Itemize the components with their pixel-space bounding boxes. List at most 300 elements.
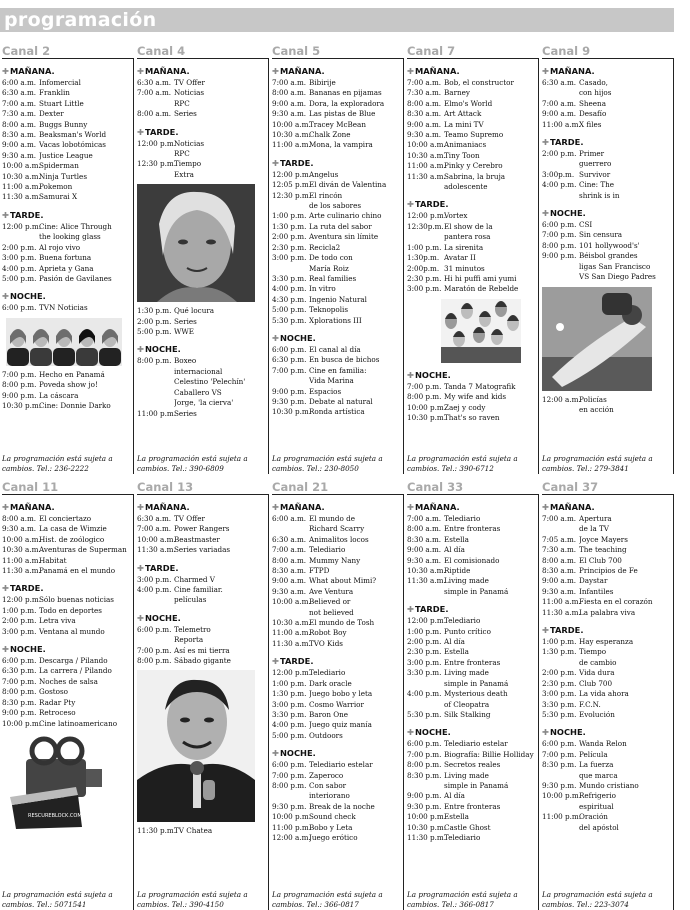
channel-name: Canal 13: [137, 480, 269, 495]
program-title-line: X files: [579, 119, 602, 129]
program-title: [174, 409, 265, 419]
program-title: [309, 130, 400, 140]
program-title-line: Sound check: [309, 812, 356, 822]
program-title: [309, 397, 400, 407]
program-title: [579, 120, 670, 130]
list-item: [542, 637, 670, 647]
list-item: [542, 608, 670, 618]
program-title-line: en acción: [579, 404, 614, 414]
program-title-line: Mundo cristiano: [579, 780, 639, 790]
program-title-line: Casado,: [579, 78, 608, 87]
program-time: 7:00 a.m.: [272, 545, 307, 555]
program-title: [444, 78, 535, 88]
program-time: 9:00 a.m.: [272, 98, 307, 108]
program-time: 6:30 a.m.: [542, 78, 577, 87]
program-title: [39, 161, 130, 171]
list-item: [407, 78, 535, 88]
list-item: [2, 627, 130, 637]
list-item: [407, 647, 535, 657]
program-title: [309, 180, 400, 190]
program-title: [174, 656, 265, 666]
list-item: [407, 99, 535, 109]
channel-name: Canal 4: [137, 44, 269, 59]
program-time: [137, 149, 174, 159]
list-item: [2, 708, 130, 718]
program-title-line: Mummy Nany: [309, 555, 361, 565]
program-time: 8:30 a.m.: [2, 130, 37, 140]
program-title: [309, 576, 400, 586]
program-title: [309, 823, 400, 833]
program-title-line: Entre fronteras: [444, 524, 501, 534]
program-time: 12:30 p.m.: [137, 159, 176, 169]
program-time: 2:00 p.m.: [272, 232, 307, 242]
program-time: 9:30 p.m.: [407, 801, 442, 811]
program-title-line: pantera rosa: [444, 232, 491, 242]
list-item: [2, 677, 130, 687]
channel-name: Canal 7: [407, 44, 539, 59]
program-title: [309, 700, 400, 710]
list-item: [137, 356, 265, 408]
program-title-line: Teamo Supremo: [444, 130, 504, 140]
program-time: 11:00 a.m.: [2, 555, 41, 565]
list-item: [2, 687, 130, 697]
list-item: [272, 397, 400, 407]
plus-bullet-icon: ✚: [137, 562, 144, 573]
program-title: [309, 566, 400, 576]
plus-bullet-icon: ✚: [407, 199, 414, 210]
program-title-line: El canal al día: [309, 344, 361, 354]
channel-footer-note: [407, 454, 536, 474]
program-title: [309, 284, 400, 294]
plus-bullet-icon: ✚: [2, 209, 9, 220]
program-title-line: Outdoors: [309, 730, 343, 740]
program-time: 12:00 p.m.: [2, 221, 41, 231]
program-title-line: La palabra viva: [579, 607, 636, 617]
list-item: [407, 161, 535, 171]
program-title-line: Cine: Donnie Darko: [39, 400, 111, 410]
program-title-line: Estella: [444, 647, 469, 657]
program-title-line: FTPD: [309, 566, 330, 576]
channel-name: Canal 2: [2, 44, 134, 59]
list-item: [272, 253, 400, 274]
program-time: 9:30 p.m.: [272, 801, 307, 811]
program-time: 11:00 a.m.: [407, 161, 446, 171]
program-title-line: Cine: The: [579, 180, 615, 190]
list-item: [272, 140, 400, 150]
list-item: [542, 710, 670, 720]
program-time: 6:00 a.m.: [2, 78, 37, 87]
program-title: [444, 556, 535, 566]
list-item: [407, 739, 535, 749]
list-item: [542, 230, 670, 240]
program-title: [444, 120, 535, 130]
channel-name: Canal 37: [542, 480, 674, 495]
program-time: 11:00 p.m.: [272, 822, 311, 832]
channel-footer-note: [407, 890, 536, 910]
program-title-line: Ventana al mundo: [39, 626, 105, 636]
program-time: 10:30 a.m.: [2, 545, 41, 555]
time-block-label: MAÑANA.: [9, 502, 55, 512]
program-time: 8:30 a.m.: [407, 534, 442, 544]
program-title-line: Aprieta y Gana: [39, 263, 94, 273]
channel-footer-note: [137, 454, 266, 474]
list-item: [542, 791, 670, 812]
program-title: [39, 708, 130, 718]
list-item: [542, 395, 670, 416]
program-title-line: Apertura: [579, 514, 612, 523]
channel-column: [272, 44, 404, 474]
program-time: 5:00 p.m.: [272, 305, 307, 315]
plus-bullet-icon: ✚: [272, 748, 279, 759]
program-title: [309, 191, 400, 212]
program-title-line: La ruta del sabor: [309, 221, 372, 231]
program-title: [39, 595, 130, 605]
program-title: [444, 739, 535, 749]
list-item: [407, 545, 535, 555]
program-time: 8:00 p.m.: [407, 760, 442, 770]
program-time: 11:00 a.m.: [542, 119, 581, 129]
program-title-line: En busca de bichos: [309, 355, 380, 365]
program-title-line: Mysterious death: [444, 689, 508, 699]
program-time: 6:00 p.m.: [272, 760, 307, 770]
program-time: 10:30 a.m.: [2, 171, 41, 181]
program-title-line: Evolución: [579, 709, 615, 719]
program-title-line: Animaniacs: [444, 140, 487, 150]
list-item: [272, 833, 400, 843]
program-title-line: Primer: [579, 149, 605, 159]
list-item: [272, 170, 400, 180]
program-title-line: Bobo y Leta: [309, 822, 353, 832]
footer-line: cambios. Tel.: 279-3841: [542, 464, 629, 473]
list-item: [137, 88, 265, 98]
channel-column: [137, 44, 269, 474]
program-time: 6:00 p.m.: [2, 656, 37, 666]
program-time: 12:00 a.m.: [272, 832, 311, 842]
program-title: [579, 109, 670, 119]
footer-line: cambios. Tel.: 390-6809: [137, 464, 224, 473]
program-title: [579, 750, 670, 760]
program-title: [39, 370, 130, 380]
time-block-heading: [2, 291, 130, 301]
footer-line: cambios. Tel.: 236-2222: [2, 464, 89, 473]
program-title-line: Wanda Relon: [579, 739, 627, 749]
list-item: [137, 646, 265, 656]
program-title-line: TV Offer: [174, 514, 205, 523]
program-title-line: Elmo's World: [444, 98, 493, 108]
channel-footer-note: [272, 454, 401, 474]
list-item: [407, 109, 535, 119]
program-title-line: Noticias: [174, 88, 205, 98]
list-item: [407, 750, 535, 760]
program-title-line: Ninja Turtles: [39, 171, 88, 181]
program-title-line: Fiesta en el corazón: [579, 597, 653, 607]
program-title: [579, 647, 670, 668]
list-item: [272, 679, 400, 689]
program-title: [309, 120, 400, 130]
program-time: 2:00 p.m.: [407, 637, 442, 647]
program-time: 11:00 a.m.: [2, 182, 41, 192]
list-item: [407, 274, 535, 284]
program-title-line: Sin censura: [579, 230, 623, 240]
program-title: [579, 760, 670, 781]
program-title-line: VS San Diego Padres: [579, 272, 656, 282]
list-item: [2, 566, 130, 576]
list-item: [407, 576, 535, 597]
list-item: [137, 99, 265, 109]
program-title: [444, 658, 535, 668]
program-title-line: My wife and kids: [444, 392, 507, 402]
program-title: [309, 232, 400, 242]
program-title: [39, 698, 130, 708]
channel-schedule: [272, 495, 404, 910]
program-title-line: Reporta: [174, 635, 204, 645]
list-item: [272, 812, 400, 822]
list-item: [137, 535, 265, 545]
program-time: 11:00 p.m.: [542, 812, 581, 822]
program-time: 12:00 p.m.: [407, 616, 446, 626]
time-block-label: NOCHE.: [9, 291, 46, 302]
program-title: [174, 139, 265, 149]
list-item: [2, 172, 130, 182]
list-item: [137, 317, 265, 327]
channel-name: Canal 21: [272, 480, 404, 495]
program-title: [444, 566, 535, 576]
list-item: [272, 232, 400, 242]
program-time: 2:30 p.m.: [407, 647, 442, 657]
list-item: [542, 545, 670, 555]
program-title-line: La fuerza: [579, 760, 614, 770]
list-item: [407, 535, 535, 545]
program-time: 8:30 p.m.: [2, 697, 37, 707]
plus-bullet-icon: ✚: [272, 157, 279, 168]
list-item: [137, 109, 265, 119]
channel-name: Canal 33: [407, 480, 539, 495]
program-title: [174, 646, 265, 656]
list-item: [407, 403, 535, 413]
program-title: [309, 597, 400, 618]
program-title-line: Beastmaster: [174, 534, 220, 544]
list-item: [272, 407, 400, 417]
list-item: [137, 625, 265, 646]
program-title-line: F.C.N.: [579, 699, 601, 709]
footer-line: La programación está sujeta a: [272, 890, 383, 899]
program-time: 4:30 p.m.: [272, 294, 307, 304]
list-item: [407, 668, 535, 689]
program-time: 3:00p.m.: [542, 169, 575, 179]
program-title-line: Telediario: [444, 832, 481, 842]
program-title-line: Vida dura: [579, 668, 615, 678]
program-title: [174, 585, 265, 606]
program-title: [444, 151, 535, 161]
footer-line: La programación está sujeta a: [2, 454, 113, 463]
program-title: [444, 140, 535, 150]
list-item: [137, 575, 265, 585]
list-item: [542, 251, 670, 282]
program-time: 8:00 p.m.: [407, 392, 442, 402]
program-title-line: Cine familiar.: [174, 585, 223, 595]
time-block-label: NOCHE.: [414, 369, 451, 380]
program-title: [309, 833, 400, 843]
program-title: [444, 791, 535, 801]
program-time: 4:00 p.m.: [542, 180, 577, 190]
list-item: [272, 771, 400, 781]
program-title: [309, 88, 400, 98]
plus-bullet-icon: ✚: [137, 502, 144, 512]
plus-bullet-icon: ✚: [407, 369, 414, 380]
list-item: [542, 750, 670, 760]
time-block-label: NOCHE.: [414, 727, 451, 738]
program-title-line: Silk Stalking: [444, 709, 491, 719]
program-time: 10:00 p.m.: [272, 812, 311, 822]
list-item: [407, 802, 535, 812]
program-title: [39, 606, 130, 616]
program-time: 10:00 p.m.: [542, 791, 581, 801]
program-title-line: shrink is in: [579, 190, 620, 200]
program-time: 7:05 a.m.: [542, 534, 577, 544]
footer-line: La programación está sujeta a: [272, 454, 383, 463]
program-title-line: De todo con: [309, 253, 353, 263]
program-time: 7:00 p.m.: [407, 381, 442, 391]
program-title: [444, 627, 535, 637]
program-title-line: Radar Pty: [39, 697, 76, 707]
list-item: [272, 180, 400, 190]
program-title-line: Beaksman's World: [39, 130, 107, 140]
time-block-heading: [272, 66, 400, 76]
program-title: [39, 222, 130, 243]
program-time: 2:30 p.m.: [542, 678, 577, 688]
program-title-line: Al día: [444, 791, 465, 801]
list-item: [542, 241, 670, 251]
list-item: [542, 170, 670, 180]
program-title-line: ligas San Francisco: [579, 261, 651, 271]
program-title-line: Ronda artística: [309, 407, 365, 417]
list-item: [272, 514, 400, 535]
program-title-line: Estella: [444, 812, 469, 822]
channel-schedule: [137, 59, 269, 474]
program-time: 7:00 p.m.: [2, 676, 37, 686]
list-item: [137, 514, 265, 524]
program-title: [444, 710, 535, 720]
list-item: [137, 139, 265, 149]
program-title: [174, 524, 265, 534]
program-title-line: WWE: [174, 327, 195, 337]
time-block-heading: [137, 613, 265, 623]
list-item: [137, 409, 265, 419]
program-title: [39, 88, 130, 98]
program-title-line: Tiempo: [174, 159, 202, 169]
program-time: 6:30 p.m.: [2, 666, 37, 676]
list-item: [407, 264, 535, 274]
program-time: 8:30 p.m.: [542, 760, 577, 770]
list-item: [272, 823, 400, 833]
program-time: 6:00 p.m.: [2, 303, 37, 313]
program-title: [174, 327, 265, 337]
list-item: [407, 710, 535, 720]
list-item: [272, 130, 400, 140]
program-title: [444, 264, 535, 274]
program-title-line: RPC: [174, 98, 190, 108]
program-title: [309, 771, 400, 781]
channel-schedule: [2, 59, 134, 474]
program-time: 2:00p.m.: [407, 263, 440, 273]
program-title: [39, 172, 130, 182]
program-title: [579, 668, 670, 678]
program-title: [174, 159, 265, 169]
cast-group-photo: [441, 299, 535, 363]
footer-line: cambios. Tel.: 223-3074: [542, 900, 629, 909]
plus-bullet-icon: ✚: [272, 66, 279, 76]
program-time: 9:00 a.m.: [407, 545, 442, 555]
list-item: [542, 739, 670, 749]
time-block-label: MAÑANA.: [549, 66, 595, 76]
list-item: [407, 791, 535, 801]
list-item: [407, 524, 535, 534]
program-time: 11:30 a.m.: [137, 545, 176, 555]
program-title-line: Vortex: [444, 211, 468, 221]
program-title-line: Tracey McBean: [309, 119, 366, 129]
program-title: [309, 802, 400, 812]
time-block-label: MAÑANA.: [549, 502, 595, 512]
program-title: [39, 130, 130, 140]
program-time: 11:00 a.m.: [272, 140, 311, 150]
program-time: 1:30 p.m.: [137, 306, 172, 316]
program-time: 11:30 a.m.: [2, 566, 41, 576]
program-title: [39, 303, 130, 313]
program-title-line: Infomercial: [39, 78, 81, 87]
program-time: 5:30 p.m.: [272, 315, 307, 325]
program-time: 10:00 a.m.: [2, 161, 41, 171]
program-title-line: internacional: [174, 366, 223, 376]
program-title-line: 31 minutos: [444, 263, 485, 273]
footer-line: La programación está sujeta a: [542, 890, 653, 899]
program-time: 2:30 p.m.: [407, 273, 442, 283]
program-title: [309, 387, 400, 397]
program-title: [309, 668, 400, 678]
program-time: 3:00 p.m.: [272, 253, 307, 263]
program-title-line: Power Rangers: [174, 524, 230, 534]
time-block-label: MAÑANA.: [414, 502, 460, 512]
list-item: [2, 192, 130, 202]
program-title: [174, 545, 265, 555]
list-item: [542, 812, 670, 833]
program-title-line: TV Chatea: [174, 826, 213, 836]
plus-bullet-icon: ✚: [542, 502, 549, 512]
time-block-heading: [542, 208, 670, 218]
program-title: [174, 78, 265, 88]
program-title: [309, 170, 400, 180]
program-title-line: Juego erótico: [309, 832, 358, 842]
time-block-heading: [542, 66, 670, 76]
program-title: [444, 823, 535, 833]
program-title-line: El mundo de Tosh: [309, 618, 375, 628]
program-title-line: Biografía: Billie Holliday: [444, 749, 534, 759]
film-camera-clapper-icon: [8, 733, 130, 829]
program-title-line: Pasión de Gavilanes: [39, 273, 112, 283]
list-item: [407, 172, 535, 193]
program-time: 8:00 a.m.: [2, 514, 37, 523]
program-title: [579, 781, 670, 791]
program-title-line: Teknopolis: [309, 305, 349, 315]
channel-footer-note: [542, 454, 671, 474]
program-title: [309, 345, 400, 355]
program-time: 8:00 a.m.: [272, 88, 307, 98]
plus-bullet-icon: ✚: [542, 625, 549, 636]
list-item: [272, 731, 400, 741]
program-title-line: Telediario estelar: [309, 760, 373, 770]
program-time: 12:00 p.m.: [407, 211, 446, 221]
time-block-heading: [2, 66, 130, 76]
program-title-line: Art Attack: [444, 109, 482, 119]
